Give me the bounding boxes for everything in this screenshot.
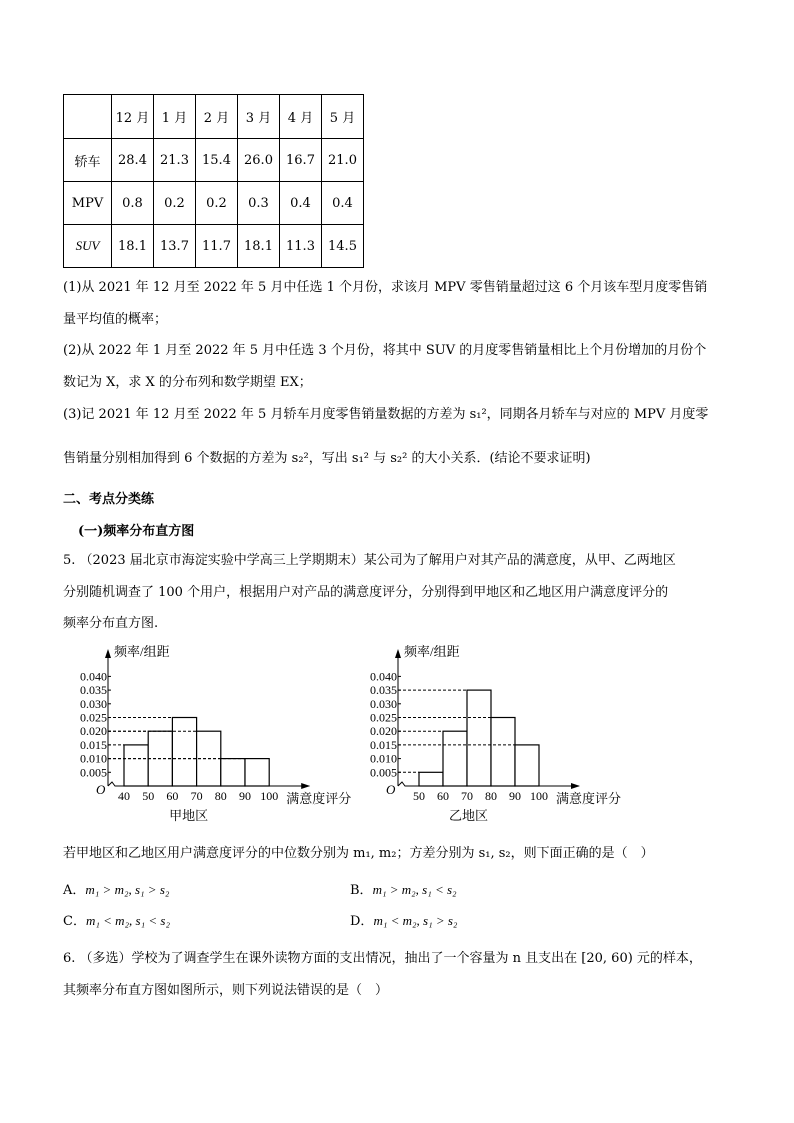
- q4-part1-line1: (1)从 2021 年 12 月至 2022 年 5 月中任选 1 个月份，求该月 MPV 零售销量超过这 6 个月该车型月度零售销: [63, 280, 708, 295]
- table-cell: 0.2: [196, 182, 238, 225]
- y-axis-arrow-icon: [105, 649, 111, 658]
- histogram-bar: [245, 759, 269, 786]
- q4-part2-line2: 数记为 X，求 X 的分布列和数学期望 EX；: [63, 375, 312, 390]
- table-cell: 0.3: [238, 182, 280, 225]
- table-cell: 28.4: [112, 139, 154, 182]
- q6-line1: 6. （多选）学校为了调查学生在课外读物方面的支出情况，抽出了一个容量为 n 且支出在 [20, 60) 元的样本，: [63, 951, 702, 966]
- y-tick-label: 0.030: [370, 696, 397, 711]
- q4-part3-line2: 售销量分别相加得到 6 个数据的方差为 s₂²，写出 s₁² 与 s₂² 的大小关系．(结论不要求证明): [63, 451, 591, 466]
- option-b[interactable]: [350, 879, 457, 898]
- table-cell: 13.7: [154, 225, 196, 268]
- x-axis-arrow-icon: [301, 783, 310, 789]
- option-letter: A．: [63, 883, 86, 898]
- x-tick-label: 90: [509, 789, 521, 803]
- histogram-bar: [443, 731, 467, 786]
- table-cell: 26.0: [238, 139, 280, 182]
- table-cell: 21.3: [154, 139, 196, 182]
- option-text: m₁ > m₂, s₁ > s₂: [85, 882, 170, 897]
- table-cell: 16.7: [280, 139, 322, 182]
- option-text: m₁ < m₂, s₁ > s₂: [373, 913, 458, 928]
- origin-label: O: [96, 782, 106, 797]
- q5-question: 若甲地区和乙地区用户满意度评分的中位数分别为 m₁, m₂；方差分别为 s₁, s₂，则下面正确的是（ ）: [63, 846, 654, 861]
- histogram-bar: [491, 718, 515, 787]
- option-letter: C．: [63, 914, 86, 929]
- y-tick-label: 0.020: [80, 724, 107, 739]
- y-tick-label: 0.005: [80, 765, 107, 780]
- y-tick-label: 0.010: [80, 751, 107, 766]
- chart-title: 甲地区: [169, 808, 209, 823]
- q4-part3-line1: (3)记 2021 年 12 月至 2022 年 5 月轿车月度零售销量数据的方差为 s₁²，同期各月轿车与对应的 MPV 月度零: [63, 407, 709, 422]
- table-cell: 21.0: [322, 139, 364, 182]
- y-tick-label: 0.010: [370, 751, 397, 766]
- y-tick-label: 0.015: [80, 737, 107, 752]
- histogram-bar: [467, 690, 491, 786]
- x-tick-label: 70: [190, 789, 203, 803]
- option-c[interactable]: [63, 910, 170, 929]
- x-tick-label: 90: [239, 789, 251, 803]
- option-letter: B．: [350, 883, 373, 898]
- q5-line3: 频率分布直方图.: [63, 616, 159, 631]
- row-label: SUV: [64, 225, 112, 268]
- x-tick-label: 100: [260, 789, 279, 803]
- table-header-cell: 3 月: [238, 95, 280, 139]
- y-tick-label: 0.040: [370, 669, 397, 684]
- option-d[interactable]: [350, 910, 457, 929]
- y-tick-label: 0.025: [370, 710, 397, 725]
- table-cell: 14.5: [322, 225, 364, 268]
- y-axis-label: 频率/组距: [114, 644, 170, 659]
- y-tick-label: 0.020: [370, 724, 397, 739]
- q6-line2: 其频率分布直方图如图所示，则下列说法错误的是（ ）: [63, 983, 389, 998]
- histogram-bar: [515, 745, 539, 786]
- table-cell: 11.3: [280, 225, 322, 268]
- option-text: m₁ > m₂, s₁ < s₂: [372, 882, 457, 897]
- y-tick-label: 0.005: [370, 765, 397, 780]
- option-letter: D．: [350, 914, 374, 929]
- table-cell: 15.4: [196, 139, 238, 182]
- row-label: MPV: [64, 182, 112, 225]
- q4-part1-line2: 量平均值的概率；: [63, 312, 168, 327]
- table-cell: 18.1: [238, 225, 280, 268]
- x-axis-label: 满意度评分: [556, 791, 622, 806]
- x-tick-label: 60: [166, 789, 179, 803]
- section-title: 二、考点分类练: [63, 492, 155, 507]
- table-header-cell: 5 月: [322, 95, 364, 139]
- y-tick-label: 0.015: [370, 737, 397, 752]
- x-tick-label: 50: [413, 789, 425, 803]
- axis-break-mark: [398, 782, 415, 786]
- x-tick-label: 50: [142, 789, 155, 803]
- x-tick-label: 60: [437, 789, 449, 803]
- histogram-bar: [419, 772, 443, 786]
- q5-line2: 分别随机调查了 100 个用户，根据用户对产品的满意度评分，分别得到甲地区和乙地区用户满意度评分的: [63, 585, 669, 600]
- x-tick-label: 80: [214, 789, 227, 803]
- y-tick-label: 0.025: [80, 710, 107, 725]
- x-tick-label: 80: [485, 789, 497, 803]
- table-header-cell: 2 月: [196, 95, 238, 139]
- table-cell: 0.4: [322, 182, 364, 225]
- histogram-bar: [221, 759, 245, 786]
- x-axis-arrow-icon: [571, 783, 580, 789]
- section-subtitle: (一)频率分布直方图: [78, 524, 195, 539]
- x-tick-label: 100: [530, 789, 548, 803]
- axis-break-mark: [108, 782, 120, 786]
- table-cell: 0.4: [280, 182, 322, 225]
- y-tick-label: 0.035: [370, 683, 397, 698]
- y-axis-arrow-icon: [395, 649, 401, 658]
- table-cell: 0.8: [112, 182, 154, 225]
- x-axis-label: 满意度评分: [286, 791, 352, 806]
- q5-line1: 5. （2023 届北京市海淀实验中学高三上学期期末）某公司为了解用户对其产品的满意度，从甲、乙两地区: [63, 553, 676, 568]
- chart-title: 乙地区: [448, 808, 489, 823]
- option-a[interactable]: [63, 879, 169, 898]
- x-tick-label: 40: [118, 789, 130, 803]
- histogram-bar: [124, 745, 148, 786]
- option-text: m₁ < m₂, s₁ < s₂: [85, 913, 170, 928]
- table-cell: 0.2: [154, 182, 196, 225]
- table-cell: 11.7: [196, 225, 238, 268]
- y-tick-label: 0.030: [80, 696, 107, 711]
- table-cell: 18.1: [112, 225, 154, 268]
- origin-label: O: [386, 782, 396, 797]
- table-header-cell: 4 月: [280, 95, 322, 139]
- x-tick-label: 70: [461, 789, 473, 803]
- row-label: 轿车: [64, 139, 112, 182]
- table-header-cell: 1 月: [154, 95, 196, 139]
- y-tick-label: 0.040: [80, 669, 107, 684]
- y-tick-label: 0.035: [80, 683, 107, 698]
- q4-part2-line1: (2)从 2022 年 1 月至 2022 年 5 月中任选 3 个月份，将其中 SUV 的月度零售销量相比上个月份增加的月份个: [63, 343, 707, 358]
- table-header-cell: 12 月: [112, 95, 154, 139]
- histogram-bar: [172, 718, 196, 787]
- y-axis-label: 频率/组距: [404, 644, 460, 659]
